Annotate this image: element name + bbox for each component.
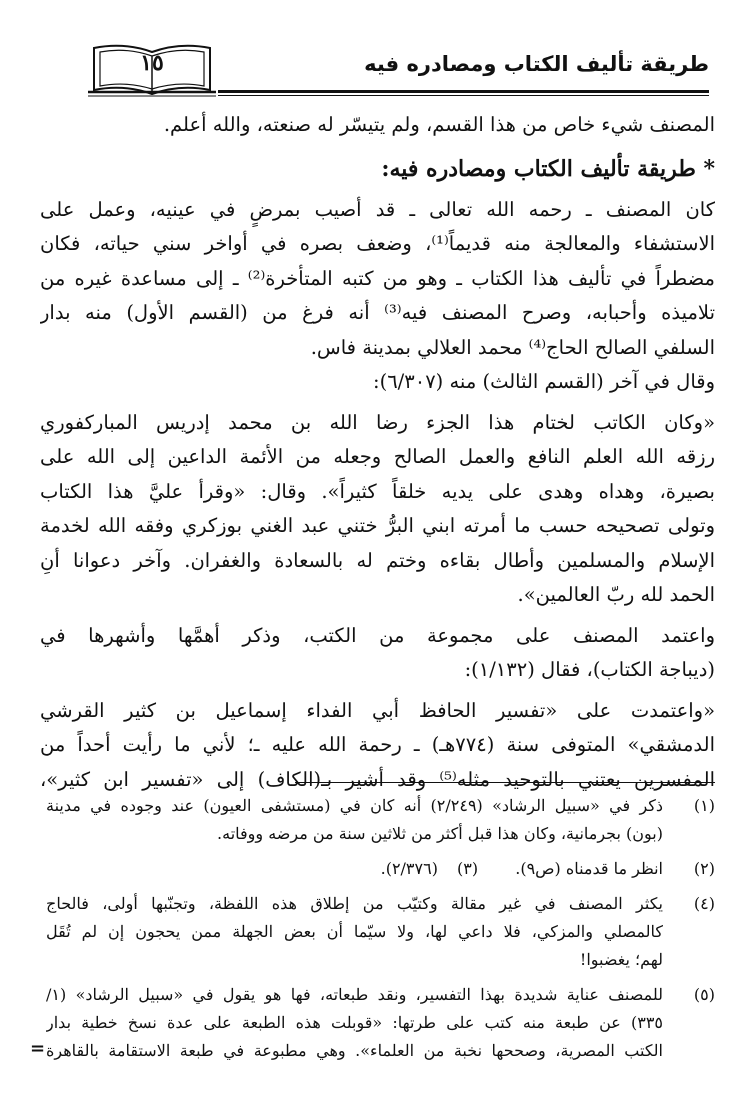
text-line: المفسرين يعتني بالتوحيد مثله⁽⁵⁾ وقد أشير بـ(الكاف) إلى «تفسير ابن كثير»، — [40, 767, 715, 791]
text-line: السلفي الصالح الحاج⁽⁴⁾ محمد العلالي بمدينة فاس. — [310, 335, 715, 359]
text-line: تلاميذه وأحبابه، وصرح المصنف فيه⁽³⁾ أنه فرغ من (القسم الأول) منه بدار — [40, 301, 715, 324]
footnote-text: انظر ما قدمناه (ص٩). — [515, 859, 663, 878]
footnote — [46, 792, 715, 848]
footnote-number: (٥) — [693, 985, 715, 1004]
footnote-line: الكتب المصرية، وصححها نخبة من العلماء». وهي مطبوعة في طبعة الاستقامة بالقاهرة — [46, 1041, 663, 1060]
running-title: طريقة تأليف الكتاب ومصادره فيه — [364, 52, 709, 76]
footnote-line: كالمصلي والمزكي، فلا داعي لها، ولا سيّما أن بعض الجهلة ممن يحجون إن لم تُقَل — [46, 922, 663, 941]
page-number: ١٥ — [140, 50, 164, 76]
main-text — [40, 108, 715, 797]
footnote-number: (٢) — [693, 859, 715, 878]
text-line: رزقه الله العلم النافع والعمل الصالح وجعله من الأئمة الداعين إلى الله على — [40, 445, 715, 468]
text-line: مضطراً في تأليف هذا الكتاب ـ وهو من كتبه المتأخرة⁽²⁾ ـ إلى مساعدة غيره من — [40, 266, 715, 290]
footnote — [46, 890, 715, 974]
footnote-pair — [46, 855, 715, 883]
footnote-line: لهم؛ يغضبوا! — [579, 950, 663, 969]
header-rule — [218, 90, 709, 93]
header-rule-thin — [218, 95, 709, 96]
page-header — [88, 38, 709, 100]
text-line: الدمشقي» المتوفى سنة (٧٧٤هـ) ـ رحمة الله عليه ـ؛ لأني ما رأيت أحداً من — [40, 733, 715, 756]
text-line: «وكان الكاتب لختام هذا الجزء رضا الله بن محمد إدريس المباركفوري — [40, 410, 715, 434]
text-line: الاستشفاء والمعالجة منه قديماً⁽¹⁾، وضعف بصره في أواخر سني حياته، فكان — [40, 232, 715, 255]
footnote-line: للمصنف عناية شديدة بهذا التفسير، ونقد طبعاته، فها هو يقول في «سبيل الرشاد» (١/ — [46, 985, 663, 1004]
text-line: المصنف شيء خاص من هذا القسم، ولم يتيسّر له صنعته، والله أعلم. — [163, 113, 715, 136]
text-line: بصيرة، وهداه وهدى على يديه خلقاً كثيراً». وقال: «وقرأ عليَّ هذا الكتاب — [40, 479, 715, 503]
footnote-line: يكثر المصنف في غير مقالة وكتيّب من إطلاق هذه اللفظة، وتجنّبها أولى، فالحاج — [46, 894, 663, 913]
text-line: الإسلام والمسلمين وأطال بقاءه وختم له بالسعادة والغفران. وآخر دعوانا أنِ — [40, 548, 715, 572]
text-line: وتولى تصحيحه حسب ما أمرته ابني البرُّ ختني عبد الغني بوزكري وفقه الله لخدمة — [40, 514, 715, 537]
footnote-separator — [295, 782, 715, 783]
footnote-number: (٤) — [693, 894, 715, 913]
footnotes — [46, 792, 715, 1072]
text-line: (ديباجة الكتاب)، فقال (١/١٣٢): — [464, 658, 715, 681]
section-heading: * طريقة تأليف الكتاب ومصادره فيه: — [381, 155, 715, 182]
footnote-line: ٣٣٥) عن طبعة منه كتب على طرتها: «قوبلت هذه الطبعة على عدة نسخ خطية بدار — [46, 1013, 663, 1032]
text-line: كان المصنف ـ رحمه الله تعالى ـ قد أصيب بمرضٍ في عينيه، وعمل على — [40, 197, 715, 221]
footnote-number: (٣) — [457, 859, 479, 878]
text-line: الحمد لله ربّ العالمين». — [517, 583, 715, 606]
footnote-line: ذكر في «سبيل الرشاد» (٢/٢٤٩) أنه كان في (مستشفى العيون) عند وجوده في مدينة — [46, 796, 663, 815]
text-line: واعتمد المصنف على مجموعة من الكتب، وذكر أهمَّها وأشهرها في — [40, 623, 715, 647]
text-line: «واعتمدت على «تفسير الحافظ أبي الفداء إسماعيل بن كثير القرشي — [40, 698, 715, 722]
footnote — [46, 981, 715, 1065]
text-line: وقال في آخر (القسم الثالث) منه (٦/٣٠٧): — [373, 370, 715, 393]
continuation-mark: = — [30, 1038, 46, 1059]
page-number-ornament — [88, 38, 216, 100]
footnote-number: (١) — [693, 796, 715, 815]
footnote-text: (٢/٣٧٦). — [380, 859, 438, 878]
footnote-line: (بون) بجرمانية، وكان هذا قبل أكثر من ثلاثين سنة من مرضه ووفاته. — [217, 824, 663, 843]
